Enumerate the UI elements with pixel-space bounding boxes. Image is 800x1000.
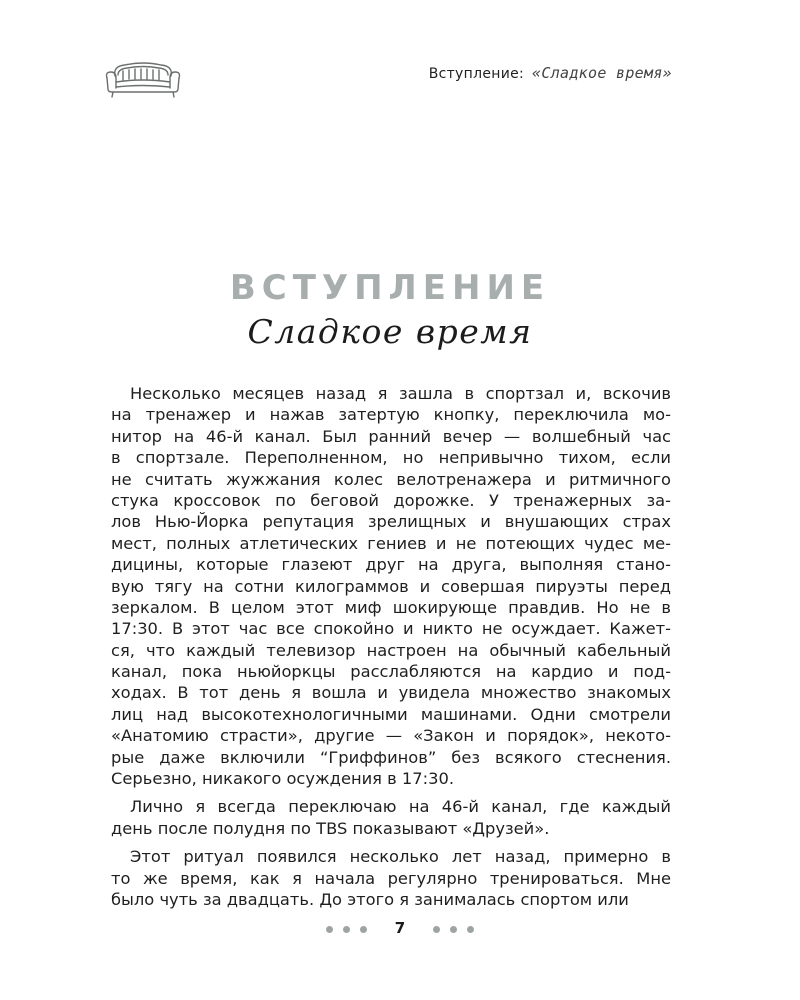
- text-line: Лично я всегда переключаю на 46-й канал, где каждый: [130, 797, 671, 817]
- text-line: «Анатомию страсти», другие — «Закон и порядок», некото-: [111, 726, 671, 746]
- running-head: [429, 64, 672, 82]
- text-line: дицины, которые глазеют друг на друга, выполняя стано-: [111, 555, 671, 575]
- text-line: день после полудня по TBS показывают «Друзей».: [111, 818, 550, 838]
- paragraph: [111, 846, 671, 910]
- text-line: рые даже включили “Гриффинов” без всякого стеснения.: [111, 747, 671, 767]
- dot-icon: [467, 926, 474, 933]
- right-dots-ornament: [428, 918, 479, 937]
- running-head-chapter: «Сладкое время»: [532, 64, 672, 82]
- paragraph: [111, 796, 671, 839]
- text-line: не считать жужжания колес велотренажера и ритмичного: [111, 469, 671, 489]
- text-line: ся, что каждый телевизор настроен на обычный кабельный: [111, 640, 671, 660]
- text-line: Серьезно, никакого осуждения в 17:30.: [111, 769, 455, 789]
- text-line: в спортзале. Переполненном, но непривычно тихом, если: [111, 448, 671, 468]
- paragraph-gap: [111, 839, 671, 846]
- text-line: вую тягу на сотни килограммов и совершая пируэты перед: [111, 576, 671, 596]
- dot-icon: [450, 926, 457, 933]
- dot-icon: [433, 926, 440, 933]
- text-line: на тренажер и нажав затертую кнопку, переключила мо-: [111, 405, 671, 425]
- body-text: [111, 383, 671, 910]
- text-line: Этот ритуал появился несколько лет назад, примерно в: [130, 847, 671, 867]
- paragraph-gap: [111, 789, 671, 796]
- text-line: канал, пока ньюйоркцы расслабляются на кардио и под-: [111, 662, 671, 682]
- chapter-label: ВСТУПЛЕНИЕ: [229, 268, 551, 308]
- dot-icon: [360, 926, 367, 933]
- left-dots-ornament: [321, 918, 372, 937]
- page-footer: [0, 917, 800, 937]
- text-line: Несколько месяцев назад я зашла в спортзал и, вскочив: [130, 384, 671, 403]
- text-line: лиц над высокотехнологичными машинами. Одни смотрели: [111, 704, 671, 724]
- text-line: зеркалом. В целом этот миф шокирующе правдив. Но не в: [111, 597, 671, 617]
- text-line: 17:30. В этот час все спокойно и никто не осуждает. Кажет-: [111, 619, 671, 639]
- text-line: стука кроссовок по беговой дорожке. У тренажерных за-: [111, 490, 671, 510]
- running-head-section: Вступление:: [428, 66, 525, 82]
- page-number: 7: [394, 918, 406, 937]
- text-line: лов Нью-Йорка репутация зрелищных и внушающих страх: [111, 512, 671, 532]
- sofa-logo-icon: [105, 58, 181, 102]
- chapter-title: Сладкое время: [247, 312, 533, 351]
- text-line: мест, полных атлетических гениев и не потеющих чудес ме-: [111, 533, 671, 553]
- paragraph: [111, 383, 671, 789]
- text-line: нитор на 46-й канал. Был ранний вечер — волшебный час: [111, 426, 671, 446]
- dot-icon: [343, 926, 350, 933]
- text-line: ходах. В тот день я вошла и увидела множество знакомых: [111, 683, 671, 703]
- text-line: было чуть за двадцать. До этого я занималась спортом или: [111, 889, 629, 909]
- text-line: то же время, как я начала регулярно тренироваться. Мне: [111, 868, 671, 888]
- dot-icon: [326, 926, 333, 933]
